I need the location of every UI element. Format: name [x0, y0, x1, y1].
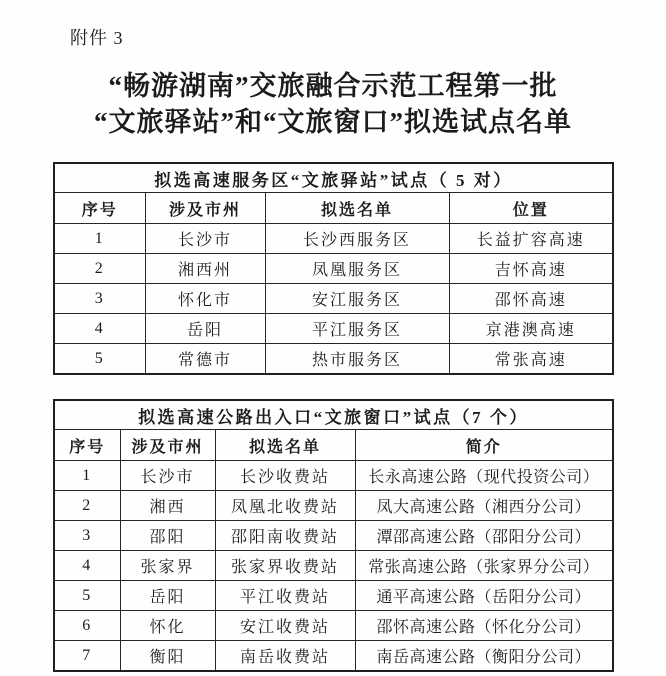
cell-seq: 3 [54, 284, 145, 314]
table-row [54, 314, 613, 344]
cell-location: 长益扩容高速 [449, 224, 613, 254]
table-row [54, 521, 613, 551]
table-title: 拟选高速公路出入口“文旅窗口”试点（7 个） [54, 400, 613, 430]
document-title-line1: “畅游湖南”交旅融合示范工程第一批 [108, 71, 558, 101]
cell-name: 热市服务区 [265, 344, 449, 375]
table-row [54, 611, 613, 641]
cell-location: 吉怀高速 [449, 254, 613, 284]
cell-seq: 3 [54, 521, 120, 551]
table-row [54, 641, 613, 672]
column-header-city: 涉及市州 [145, 193, 265, 224]
cell-brief: 凤大高速公路（湘西分公司） [355, 491, 613, 521]
cell-seq: 4 [54, 551, 120, 581]
cell-city: 湘西州 [145, 254, 265, 284]
table-row [54, 581, 613, 611]
table-row [54, 461, 613, 491]
column-header-brief: 简介 [355, 430, 613, 461]
cell-city: 长沙市 [145, 224, 265, 254]
table-row [54, 551, 613, 581]
table-row [54, 284, 613, 314]
cell-brief: 常张高速公路（张家界分公司） [355, 551, 613, 581]
document-title-line2: “文旅驿站”和“文旅窗口”拟选试点名单 [94, 107, 572, 137]
service-area-station-table [53, 162, 614, 375]
cell-seq: 4 [54, 314, 145, 344]
cell-city: 岳阳 [145, 314, 265, 344]
cell-name: 凤凰北收费站 [215, 491, 355, 521]
table-row [54, 491, 613, 521]
column-header-name: 拟选名单 [265, 193, 449, 224]
highway-exit-window-table [53, 399, 614, 672]
table-row [54, 344, 613, 375]
column-header-name: 拟选名单 [215, 430, 355, 461]
cell-city: 湘西 [120, 491, 215, 521]
table-title-row [54, 400, 613, 430]
cell-seq: 2 [54, 254, 145, 284]
cell-seq: 1 [54, 461, 120, 491]
column-header-seq: 序号 [54, 193, 145, 224]
cell-name: 平江服务区 [265, 314, 449, 344]
cell-seq: 2 [54, 491, 120, 521]
table-row [54, 254, 613, 284]
cell-city: 怀化 [120, 611, 215, 641]
cell-seq: 1 [54, 224, 145, 254]
cell-city: 邵阳 [120, 521, 215, 551]
cell-city: 衡阳 [120, 641, 215, 672]
cell-city: 常德市 [145, 344, 265, 375]
cell-name: 安江收费站 [215, 611, 355, 641]
column-header-location: 位置 [449, 193, 613, 224]
cell-name: 安江服务区 [265, 284, 449, 314]
table-title-row [54, 163, 613, 193]
attachment-label: 附件 3 [70, 28, 124, 48]
cell-city: 张家界 [120, 551, 215, 581]
cell-name: 长沙西服务区 [265, 224, 449, 254]
table-header-row [54, 430, 613, 461]
cell-location: 常张高速 [449, 344, 613, 375]
cell-brief: 邵怀高速公路（怀化分公司） [355, 611, 613, 641]
cell-city: 岳阳 [120, 581, 215, 611]
cell-brief: 通平高速公路（岳阳分公司） [355, 581, 613, 611]
cell-brief: 潭邵高速公路（邵阳分公司） [355, 521, 613, 551]
cell-brief: 南岳高速公路（衡阳分公司） [355, 641, 613, 672]
cell-name: 凤凰服务区 [265, 254, 449, 284]
cell-name: 张家界收费站 [215, 551, 355, 581]
cell-brief: 长永高速公路（现代投资公司） [355, 461, 613, 491]
cell-seq: 5 [54, 581, 120, 611]
cell-location: 京港澳高速 [449, 314, 613, 344]
cell-location: 邵怀高速 [449, 284, 613, 314]
cell-city: 长沙市 [120, 461, 215, 491]
table-row [54, 224, 613, 254]
document-title [33, 68, 633, 140]
column-header-city: 涉及市州 [120, 430, 215, 461]
cell-seq: 7 [54, 641, 120, 672]
table-header-row [54, 193, 613, 224]
cell-name: 长沙收费站 [215, 461, 355, 491]
column-header-seq: 序号 [54, 430, 120, 461]
table-title: 拟选高速服务区“文旅驿站”试点（ 5 对） [54, 163, 613, 193]
cell-city: 怀化市 [145, 284, 265, 314]
cell-name: 平江收费站 [215, 581, 355, 611]
cell-name: 邵阳南收费站 [215, 521, 355, 551]
cell-name: 南岳收费站 [215, 641, 355, 672]
cell-seq: 5 [54, 344, 145, 375]
cell-seq: 6 [54, 611, 120, 641]
